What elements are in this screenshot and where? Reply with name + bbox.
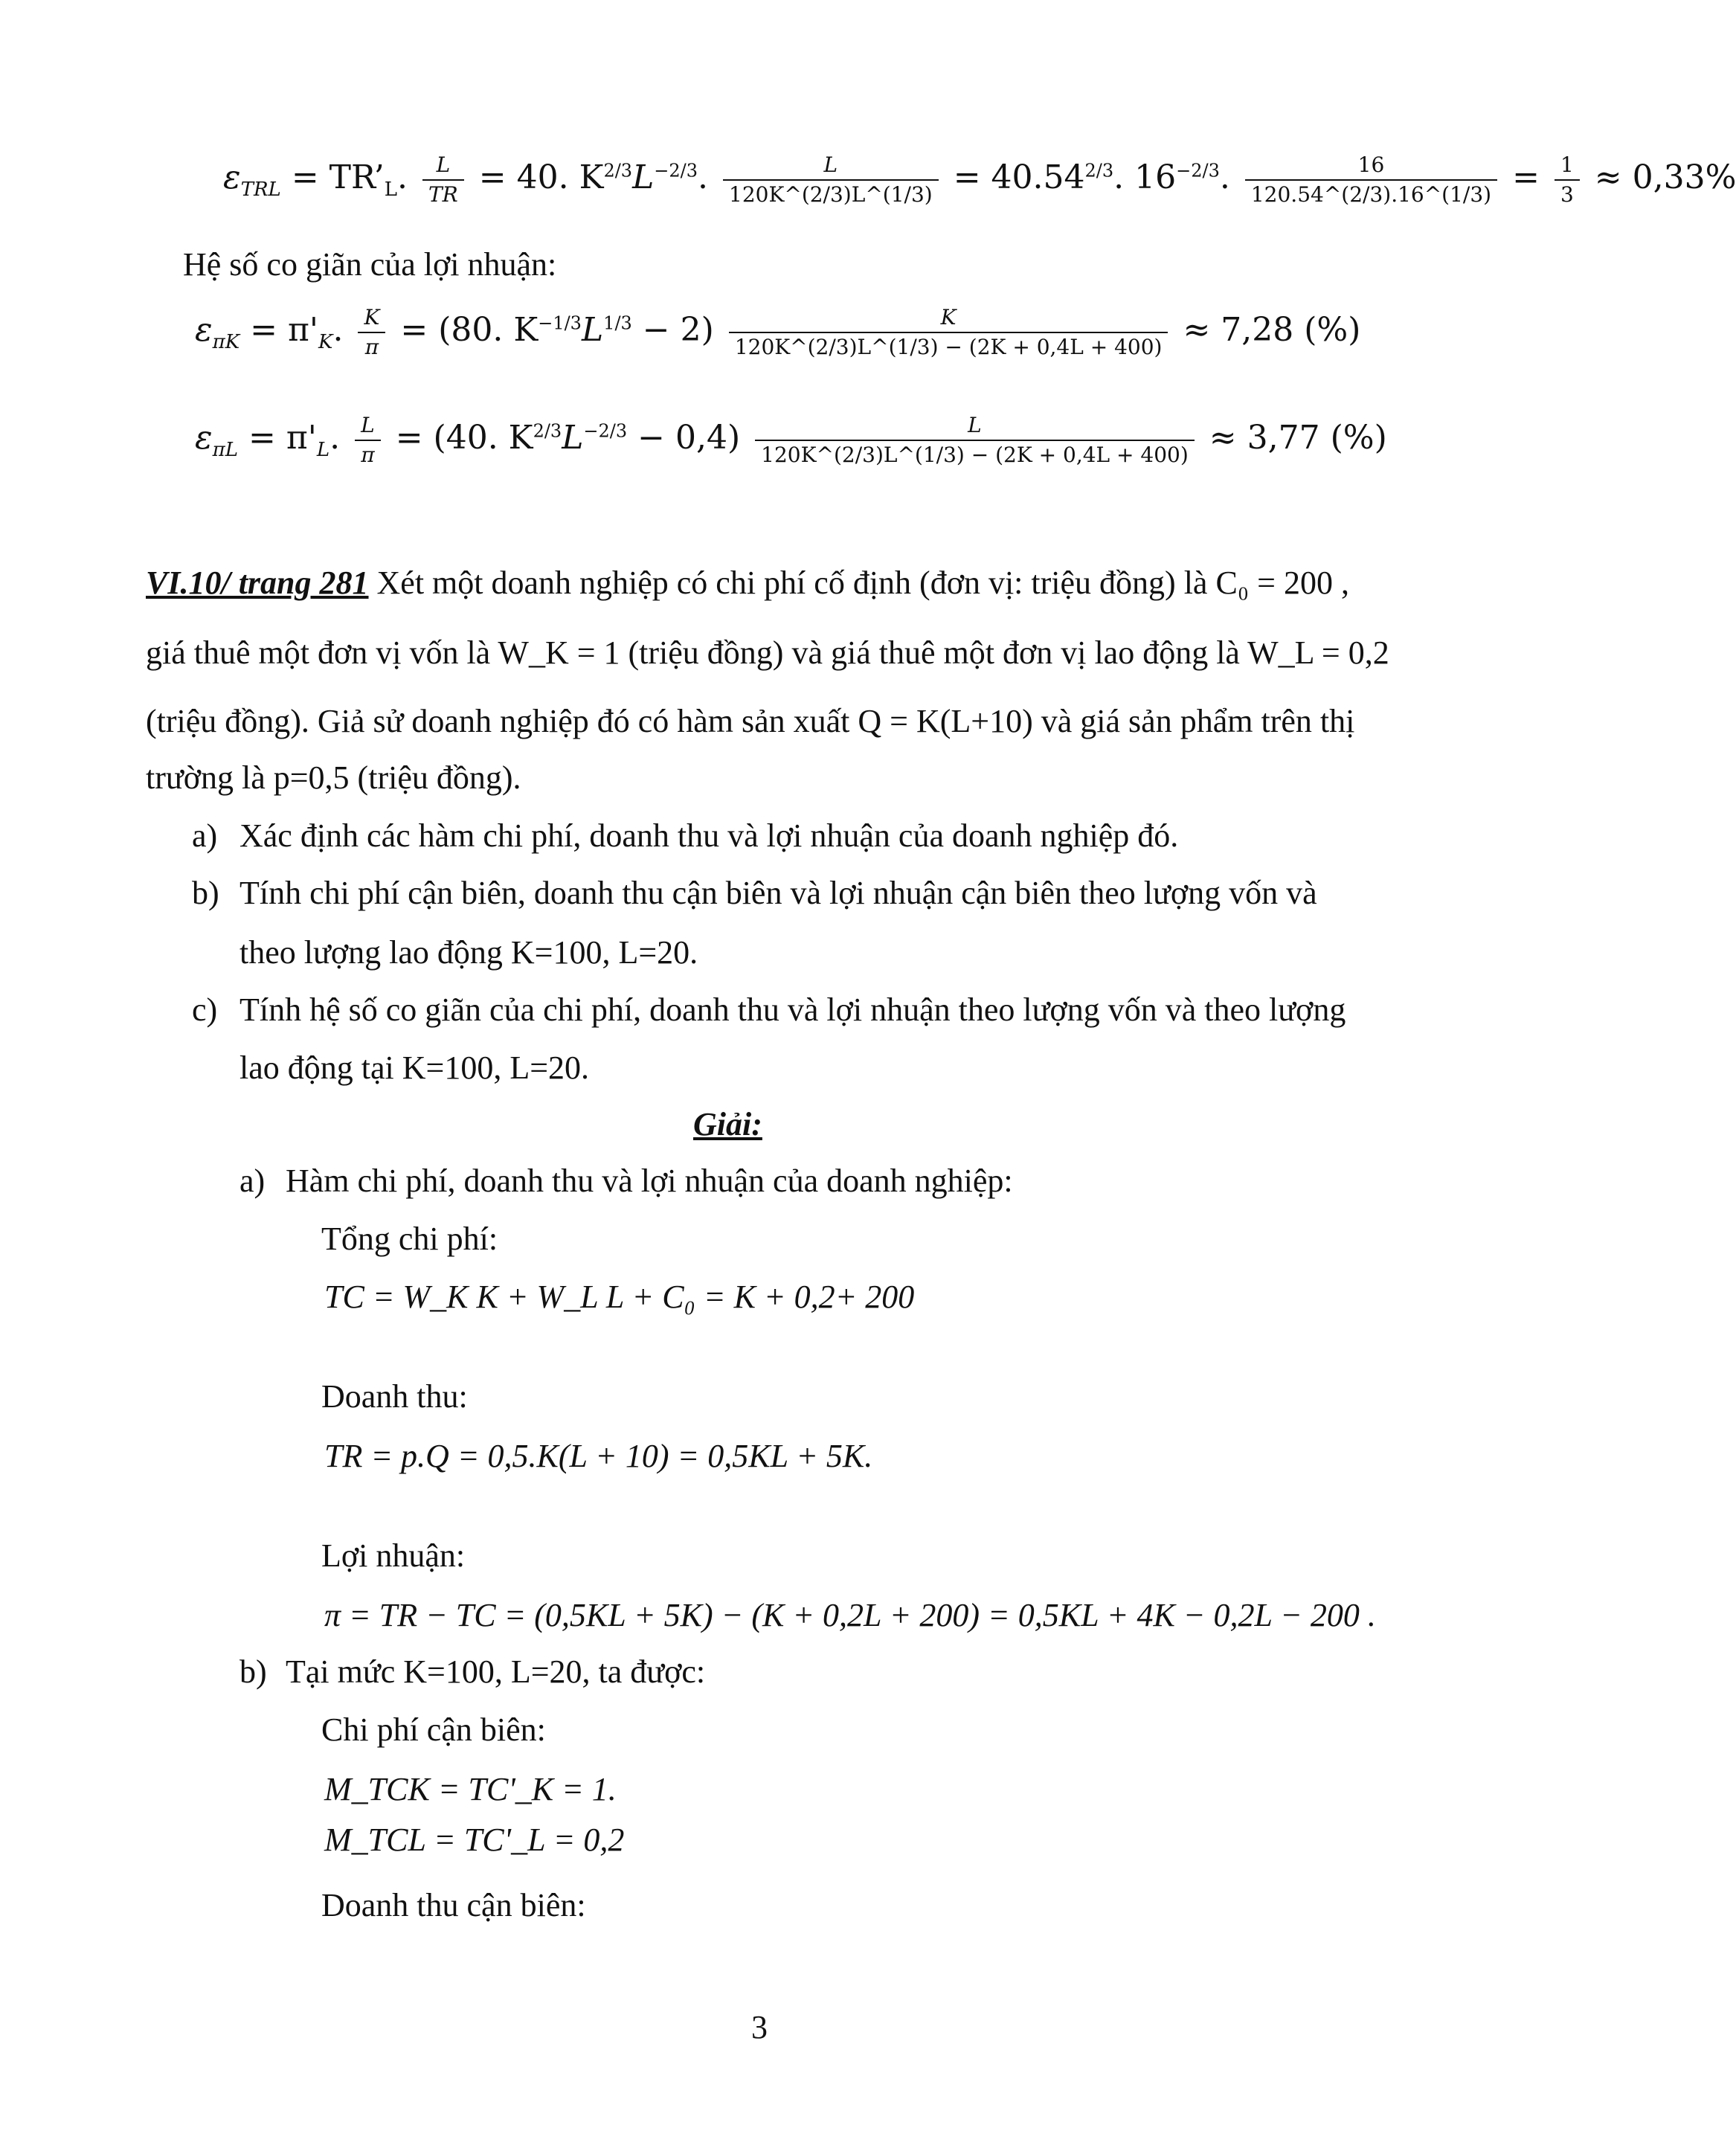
fraction-L-over-pi: $\frac{L}{\pi}$ [355, 413, 381, 467]
marginal-cost-label: Chi phí cận biên: [321, 1711, 546, 1748]
solution-heading: Giải: [693, 1106, 762, 1142]
derivative-term: = TR’ [291, 158, 385, 197]
fraction-L-over-production: $\frac{L}{120K\^{}(2/3)L\^{}(1/3)}$ [723, 152, 939, 207]
fraction-K-over-pi: $\frac{K}{\pi}$ [358, 305, 385, 359]
marginal-revenue-label: Doanh thu cận biên: [321, 1887, 586, 1923]
coefficient-term: = 40. K [478, 158, 604, 197]
solution-item-b: b) Tại mức K=100, L=20, ta được: [239, 1653, 706, 1690]
elasticity-profit-L-equation: $\varepsilon_{\pi L} = \pi'_L$. $\frac{L}{\pi}$ = (40. $K^{2/3}L^{-2/3} - 0,4$) $\frac{L}{120K\^{}(2/3)L\^{}(1/3) - (2K + 0,4L + 400)}$ ≈ 3,77 (%) [195, 413, 1387, 467]
fraction-K-over-profit: $\frac{K}{120K\^{}(2/3)L\^{}(1/3) - (2K + 0,4L + 400)}$ [729, 305, 1168, 359]
profit-formula: π = TR − TC = (0,5KL + 5K) − (K + 0,2L + 200) = 0,5KL + 4K − 0,2L − 200 . [324, 1597, 1376, 1633]
problem-item-c: c) Tính hệ số co giãn của chi phí, doanh thu và lợi nhuận theo lượng vốn và theo lượng [192, 991, 1346, 1028]
profit-label: Lợi nhuận: [321, 1537, 466, 1574]
marginal-cost-K: M_TCK = TC'_K = 1. [324, 1771, 617, 1807]
fraction-L-over-TR: $\frac{L}{TR}$ [422, 152, 464, 207]
problem-line-3: (triệu đồng). Giả sử doanh nghiệp đó có hàm sản xuất Q = K(L+10) và giá sản phẩm trên thị [146, 703, 1355, 739]
page-number: 3 [751, 2009, 768, 2045]
solution-item-a: a) Hàm chi phí, doanh thu và lợi nhuận của doanh nghiệp: [239, 1163, 1013, 1199]
marginal-cost-L: M_TCL = TC'_L = 0,2 [324, 1822, 625, 1858]
revenue-formula: TR = p.Q = 0,5.K(L + 10) = 0,5KL + 5K. [324, 1438, 873, 1474]
result-value: ≈ 0,33% [1594, 158, 1736, 197]
problem-line-1: VI.10/ trang 281 Xét một doanh nghiệp có chi phí cố định (đơn vị: triệu đồng) là C₀ = 200 , [146, 565, 1349, 601]
fraction-L-over-profit: $\frac{L}{120K\^{}(2/3)L\^{}(1/3) - (2K + 0,4L + 400)}$ [755, 413, 1195, 467]
total-cost-formula: TC = W_K K + W_L L + C₀ = K + 0,2+ 200 [324, 1279, 915, 1315]
epsilon-symbol: ε [223, 158, 241, 197]
fraction-numeric: $\frac{16}{120.54\^{}(2/3).16\^{}(1/3)}$ [1245, 152, 1497, 207]
problem-item-a: a) Xác định các hàm chi phí, doanh thu và lợi nhuận của doanh nghiệp đó. [192, 817, 1179, 854]
elasticity-revenue-L-equation: $\varepsilon_{TRL}$ = $TR’_L$. $\frac{L}{TR}$ = 40. $K^{2/3}L^{-2/3}$. $\frac{L}{120K\^{}(2/3)L\^{}(1/3)}$ = $40.54^{2/3}$. $16^{-2/3}$. $\frac{16}{120.54\^{}(2/3).16\^{}(1/3)}$ = $\frac{1}{3}$ ≈ 0,33% [223, 152, 1736, 207]
epsilon-subscript: TRL [240, 178, 281, 201]
problem-item-c-cont: lao động tại K=100, L=20. [239, 1049, 590, 1086]
problem-reference: VI.10/ trang 281 [146, 565, 369, 601]
total-cost-label: Tổng chi phí: [321, 1221, 498, 1257]
result-value: ≈ 7,28 (%) [1183, 311, 1361, 350]
profit-elasticity-heading: Hệ số co giãn của lợi nhuận: [183, 246, 557, 283]
result-value: ≈ 3,77 (%) [1209, 419, 1387, 457]
revenue-label: Doanh thu: [321, 1378, 468, 1415]
problem-line-4: trường là p=0,5 (triệu đồng). [146, 759, 521, 796]
problem-item-b-cont: theo lượng lao động K=100, L=20. [239, 934, 698, 971]
numeric-substitution: = 40.54 [953, 158, 1085, 197]
fraction-one-third: $\frac{1}{3}$ [1555, 152, 1580, 207]
problem-item-b: b) Tính chi phí cận biên, doanh thu cận biên và lợi nhuận cận biên theo lượng vốn và [192, 875, 1317, 911]
elasticity-profit-K-equation: $\varepsilon_{\pi K} = \pi'_K$. $\frac{K}{\pi}$ = (80. $K^{-1/3}L^{1/3} - 2$) $\frac{K}{120K\^{}(2/3)L\^{}(1/3) - (2K + 0,4L + 400)}$ ≈ 7,28 (%) [195, 305, 1361, 359]
problem-line-2: giá thuê một đơn vị vốn là W_K = 1 (triệu đồng) và giá thuê một đơn vị lao động là W_L = 0,2 [146, 634, 1389, 671]
derivative-subscript: L [384, 178, 397, 201]
